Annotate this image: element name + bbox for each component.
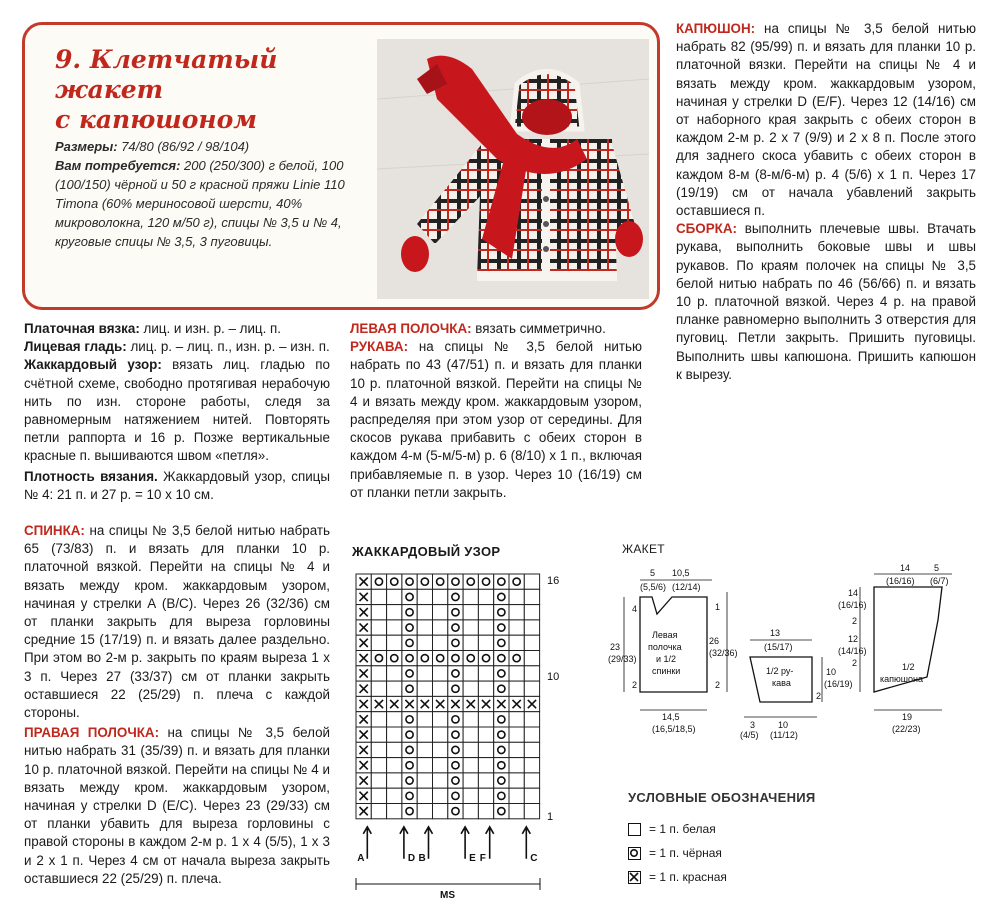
chart-cell xyxy=(371,804,386,819)
chart-cell xyxy=(524,773,539,788)
chart-cell xyxy=(402,574,417,589)
front-right-height-sub: (32/36) xyxy=(709,648,738,658)
sleeve-bottom-small: 2 xyxy=(816,691,822,701)
chart-cell xyxy=(387,635,402,650)
chart-cell xyxy=(494,804,509,819)
chart-cell xyxy=(402,605,417,620)
pattern-specs xyxy=(55,137,367,251)
chart-cell xyxy=(478,574,493,589)
chart-cell xyxy=(478,742,493,757)
chart-cell xyxy=(371,788,386,803)
chart-cell xyxy=(524,651,539,666)
chart-cell xyxy=(509,620,524,635)
left-front-instructions: ЛЕВАЯ ПОЛОЧКА: вязать симметрично. xyxy=(350,321,606,336)
chart-cell xyxy=(509,605,524,620)
front-right-small2: 2 xyxy=(715,680,721,690)
yarn-value: 200 (250/300) г белой, 100 (100/150) чёрной и 50 г красной пряжи Linie 110 Timona (60% мериносовой шерсти, 40% микроволокна, 120 м/50 г), спицы № 3,5 и № 4, круговые спицы № 3,5, 3 пуговицы. xyxy=(55,158,345,249)
chart-cell xyxy=(463,605,478,620)
chart-cell xyxy=(494,773,509,788)
chart-cell xyxy=(433,666,448,681)
chart-cell xyxy=(478,788,493,803)
chart-cell xyxy=(448,712,463,727)
hood-top-right: 5 xyxy=(934,563,940,573)
chart-cell xyxy=(417,666,432,681)
chart-cell xyxy=(509,773,524,788)
front-bottom-small: 2 xyxy=(632,680,638,690)
yarn-label: Вам потребуется: xyxy=(55,158,181,173)
sleeve-left-width: 3 xyxy=(750,720,756,730)
hood-side2: 12 xyxy=(848,634,859,644)
chart-cell xyxy=(463,727,478,742)
chart-cell xyxy=(417,620,432,635)
chart-cell xyxy=(371,727,386,742)
chart-cell xyxy=(463,666,478,681)
sleeve-right-width: 10 xyxy=(778,720,789,730)
chart-cell xyxy=(387,681,402,696)
row-label-16: 16 xyxy=(547,575,560,587)
chart-cell xyxy=(524,804,539,819)
chart-cell xyxy=(478,758,493,773)
chart-cell xyxy=(494,589,509,604)
chart-cell xyxy=(402,635,417,650)
chart-cell xyxy=(417,727,432,742)
chart-cell xyxy=(524,605,539,620)
chart-cell xyxy=(478,666,493,681)
chart-cell xyxy=(448,635,463,650)
chart-cell xyxy=(448,574,463,589)
chart-cell xyxy=(509,758,524,773)
chart-cell xyxy=(494,712,509,727)
front-label-4: спинки xyxy=(652,666,681,676)
chart-cell xyxy=(402,727,417,742)
chart-cell xyxy=(387,666,402,681)
chart-cell xyxy=(524,742,539,757)
chart-cell xyxy=(387,727,402,742)
arrow-label: A xyxy=(357,852,365,864)
chart-cell xyxy=(524,681,539,696)
chart-cell xyxy=(478,727,493,742)
chart-cell xyxy=(387,788,402,803)
chart-cell xyxy=(478,605,493,620)
pattern-arrow xyxy=(400,827,408,859)
sleeve-side-sub: (16/19) xyxy=(824,679,853,689)
legend-black: = 1 п. чёрная xyxy=(628,846,722,860)
chart-cell xyxy=(448,681,463,696)
assembly-instructions: СБОРКА: выполнить плечевые швы. Втачать рукава, выполнить боковые швы и швы рукавов. По краям полочек на спицы № 3,5 белой нитью набрать по 46 (56/66) п. и вязать 10 р. платочной вязкой. Через 4 р. на правой планке равномерно выполнить 3 отверстия для пуговиц. Петли закрыть. Пришить пуговицы. Выполнить швы капюшона. Пришить капюшон к вырезу. xyxy=(676,221,976,382)
chart-cell xyxy=(509,712,524,727)
front-right-small: 1 xyxy=(715,602,721,612)
chart-cell xyxy=(448,589,463,604)
chart-cell xyxy=(463,574,478,589)
hood-top-left-sub: (16/16) xyxy=(886,576,915,586)
chart-cell xyxy=(417,574,432,589)
front-left-small: 4 xyxy=(632,604,638,614)
hood-bottom-sub: (22/23) xyxy=(892,724,921,734)
chart-cell xyxy=(417,758,432,773)
arrow-label: D xyxy=(407,852,416,864)
chart-cell xyxy=(402,788,417,803)
chart-cell xyxy=(524,635,539,650)
sleeve-left-width-sub: (4/5) xyxy=(740,730,759,740)
chart-cell xyxy=(433,773,448,788)
chart-cell xyxy=(402,773,417,788)
chart-cell xyxy=(402,589,417,604)
hood-side3: 2 xyxy=(852,616,858,626)
chart-cell xyxy=(509,574,524,589)
chart-cell xyxy=(448,605,463,620)
chart-cell xyxy=(371,742,386,757)
chart-cell xyxy=(448,620,463,635)
hood-label-1: 1/2 xyxy=(902,662,915,672)
chart-cell xyxy=(463,742,478,757)
hood-instructions: КАПЮШОН: на спицы № 3,5 белой нитью набрать 82 (95/99) п. и вязать для планки 10 р. платочной вязки. Перейти на спицы № 4 и вязать между кром. жаккардовым узором, начиная у стрелки D (E/F). Через 12 (14/16) см от наборного края закрыть с обеих сторон в каждом 2-м р. 2 х 7 (9/9) и 2 х 8 п. После этого для заднего скоса убавить с обеих сторон в каждом 8-м (8-м/6-м) р. 4 (5/6) х 1 п. Через 17 (19/19) см от начала убавлений закрыть оставшиеся п. xyxy=(676,21,976,219)
chart-cell xyxy=(402,804,417,819)
chart-cell xyxy=(417,788,432,803)
chart-cell xyxy=(433,605,448,620)
chart-cell xyxy=(387,712,402,727)
chart-cell xyxy=(463,651,478,666)
chart-cell xyxy=(433,681,448,696)
chart-cell xyxy=(433,758,448,773)
column-3 xyxy=(676,20,976,384)
chart-cell xyxy=(463,620,478,635)
chart-cell xyxy=(494,727,509,742)
pattern-title: 9. Клетчатый жакет с капюшоном xyxy=(55,45,278,134)
technique-jacquard: Жаккардовый узор: вязать лиц. гладью по счётной схеме, свободно протягивая нерабочую нить по изн. стороне работы, следя за равномерным натяжением нитей. Повторять петли раппорта и 16 р. Позже вертикальные красные п. вышиваются швом «петля». xyxy=(24,357,331,464)
chart-cell xyxy=(371,666,386,681)
chart-cell xyxy=(463,788,478,803)
front-width-sub: (16,5/18,5) xyxy=(652,724,696,734)
chart-cell xyxy=(448,666,463,681)
chart-cell xyxy=(371,620,386,635)
chart-cell xyxy=(417,605,432,620)
pattern-arrow xyxy=(461,827,469,859)
pattern-arrow xyxy=(522,827,530,859)
hood-side4: 2 xyxy=(852,658,858,668)
chart-cell xyxy=(433,712,448,727)
front-label-2: полочка xyxy=(648,642,682,652)
chart-cell xyxy=(463,758,478,773)
chart-cell xyxy=(417,635,432,650)
front-label-3: и 1/2 xyxy=(656,654,677,664)
legend-red: = 1 п. красная xyxy=(628,870,727,884)
front-left-height-sub: (29/33) xyxy=(608,654,637,664)
chart-cell xyxy=(494,574,509,589)
chart-cell xyxy=(509,788,524,803)
chart-cell xyxy=(463,589,478,604)
chart-cell xyxy=(478,681,493,696)
chart-cell xyxy=(433,651,448,666)
chart-cell xyxy=(478,712,493,727)
sleeve-top-sub: (15/17) xyxy=(764,642,793,652)
hood-top-left: 14 xyxy=(900,563,911,573)
chart-cell xyxy=(524,712,539,727)
red-stitch-icon xyxy=(628,871,641,884)
jacquard-chart xyxy=(340,566,580,906)
front-left-height: 23 xyxy=(610,642,621,652)
chart-cell xyxy=(387,605,402,620)
chart-cell xyxy=(448,727,463,742)
chart-cell xyxy=(463,712,478,727)
chart-cell xyxy=(433,742,448,757)
front-width: 14,5 xyxy=(662,712,680,722)
chart-cell xyxy=(463,635,478,650)
chart-cell xyxy=(371,589,386,604)
chart-cell xyxy=(371,605,386,620)
hood-side2-sub: (14/16) xyxy=(838,646,867,656)
chart-cell xyxy=(371,712,386,727)
chart-cell xyxy=(494,620,509,635)
chart-cell xyxy=(478,804,493,819)
chart-cell xyxy=(509,804,524,819)
chart-cell xyxy=(524,758,539,773)
chart-cell xyxy=(478,773,493,788)
legend-title: УСЛОВНЫЕ ОБОЗНАЧЕНИЯ xyxy=(628,790,816,805)
chart-cell xyxy=(417,681,432,696)
hood-side1-sub: (16/16) xyxy=(838,600,867,610)
front-top-right-sub: (12/14) xyxy=(672,582,701,592)
column-1 xyxy=(24,320,330,888)
chart-cell xyxy=(448,742,463,757)
chart-cell xyxy=(524,589,539,604)
chart-cell xyxy=(448,773,463,788)
chart-cell xyxy=(448,788,463,803)
chart-cell xyxy=(509,651,524,666)
chart-cell xyxy=(524,727,539,742)
chart-cell xyxy=(494,788,509,803)
hood-top-right-sub: (6/7) xyxy=(930,576,949,586)
hood-side1: 14 xyxy=(848,588,859,598)
sleeves-instructions: РУКАВА: на спицы № 3,5 белой нитью набрать по 43 (47/51) п. и вязать для планки 10 р. платочной вязкой. Перейти на спицы № 4 и вязать между кром. жаккардовым узором, распределяя при этом узор от середины. Для скосов рукава прибавить с обеих сторон в каждом 4-м (5-м/5-м) р. 6 (8/10) х 1 п., включая прибавляемые п. в узор. Через 10 (16/19) см от планки петли закрыть. xyxy=(350,339,642,500)
hood-label-2: капюшона xyxy=(880,674,923,684)
sleeve-side: 10 xyxy=(826,667,837,677)
chart-cell xyxy=(509,742,524,757)
title-card xyxy=(22,22,660,310)
chart-cell xyxy=(433,788,448,803)
chart-cell xyxy=(417,589,432,604)
jacket-illustration xyxy=(377,39,649,299)
chart-cell xyxy=(494,681,509,696)
chart-cell xyxy=(524,620,539,635)
chart-title: ЖАККАРДОВЫЙ УЗОР xyxy=(352,544,501,559)
chart-cell xyxy=(371,681,386,696)
chart-cell xyxy=(463,804,478,819)
jacket-diagrams xyxy=(608,562,968,742)
chart-cell xyxy=(433,574,448,589)
chart-cell xyxy=(417,742,432,757)
chart-cell xyxy=(433,620,448,635)
front-top-left-sub: (5,5/6) xyxy=(640,582,667,592)
chart-cell xyxy=(387,773,402,788)
chart-cell xyxy=(433,727,448,742)
diagrams-title: ЖАКЕТ xyxy=(622,542,665,556)
chart-cell xyxy=(478,651,493,666)
jacket-photo xyxy=(377,39,649,299)
sleeve-label-2: кава xyxy=(772,678,791,688)
chart-cell xyxy=(387,804,402,819)
arrow-label: E xyxy=(469,852,476,864)
chart-cell xyxy=(509,681,524,696)
chart-cell xyxy=(417,804,432,819)
row-label-1: 1 xyxy=(547,811,554,823)
chart-cell xyxy=(509,666,524,681)
chart-cell xyxy=(402,620,417,635)
chart-cell xyxy=(433,804,448,819)
chart-cell xyxy=(448,651,463,666)
chart-cell xyxy=(417,773,432,788)
repeat-label: MS xyxy=(440,890,455,901)
technique-garter: Платочная вязка: лиц. и изн. р. – лиц. п. xyxy=(24,321,282,336)
front-top-right: 10,5 xyxy=(672,568,690,578)
chart-cell xyxy=(402,681,417,696)
white-stitch-icon xyxy=(628,823,641,836)
right-front-instructions: ПРАВАЯ ПОЛОЧКА: на спицы № 3,5 белой нитью набрать 31 (35/39) п. и вязать для планки 10 р. платочной вязкой. Перейти на спицы № 4 и вязать между кром. жаккардовым узором, начиная у стрелки D (E/C). Через 23 (29/33) см от планки убавить для выреза горловины с правой стороны в каждом 2-м р. 1 х 4 (5/5), 1 х 3 и 2 х 1 п. Через 4 см от начала выреза закрыть оставшиеся 22 (25/29) п. плеча. xyxy=(24,725,330,886)
gauge: Плотность вязания. Жаккардовый узор, спицы № 4: 21 п. и 27 р. = 10 х 10 см. xyxy=(24,468,330,502)
chart-cell xyxy=(371,635,386,650)
sizes-value: 74/80 (86/92 / 98/104) xyxy=(117,139,250,154)
sleeve-right-width-sub: (11/12) xyxy=(770,730,798,740)
black-stitch-icon xyxy=(628,847,641,860)
chart-cell xyxy=(387,742,402,757)
chart-cell xyxy=(463,773,478,788)
chart-cell xyxy=(387,651,402,666)
chart-cell xyxy=(494,758,509,773)
sleeve-top: 13 xyxy=(770,628,781,638)
front-right-height: 26 xyxy=(709,636,720,646)
chart-cell xyxy=(417,651,432,666)
sizes-label: Размеры: xyxy=(55,139,118,154)
chart-cell xyxy=(433,589,448,604)
chart-cell xyxy=(387,758,402,773)
sleeve-label-1: 1/2 ру- xyxy=(766,666,794,676)
chart-cell xyxy=(494,605,509,620)
arrow-label: F xyxy=(479,852,486,864)
front-label-1: Левая xyxy=(652,630,678,640)
chart-cell xyxy=(509,589,524,604)
arrow-label: C xyxy=(530,852,538,864)
chart-cell xyxy=(387,574,402,589)
chart-cell xyxy=(402,651,417,666)
pattern-arrow xyxy=(486,827,494,859)
chart-cell xyxy=(402,758,417,773)
chart-cell xyxy=(387,589,402,604)
chart-cell xyxy=(448,804,463,819)
chart-cell xyxy=(448,758,463,773)
chart-cell xyxy=(371,574,386,589)
chart-cell xyxy=(524,666,539,681)
chart-cell xyxy=(402,712,417,727)
column-2 xyxy=(350,320,642,502)
chart-cell xyxy=(371,651,386,666)
chart-cell xyxy=(524,574,539,589)
chart-cell xyxy=(387,620,402,635)
chart-cell xyxy=(371,758,386,773)
technique-stockinette: Лицевая гладь: лиц. р. – лиц. п., изн. р. – изн. п. xyxy=(24,339,330,355)
chart-cell xyxy=(402,742,417,757)
chart-cell xyxy=(509,727,524,742)
chart-cell xyxy=(402,666,417,681)
legend-white: = 1 п. белая xyxy=(628,822,716,836)
hood-bottom: 19 xyxy=(902,712,913,722)
back-instructions: СПИНКА: на спицы № 3,5 белой нитью набрать 65 (73/83) п. и вязать для планки 10 р. платочной вязкой. Перейти на спицы № 4 и вязать между кром. жаккардовым узором, начиная у стрелки А (В/С). Через 26 (32/36) см от планки закрыть для выреза горловины средние 15 (17/19) п. и вязать далее раздельно. При этом во 2-м р. закрыть по краям выреза 1 х 3 п. Через 27 (33/37) см от планки закрыть оставшиеся 22 (25/29) п. плеча с каждой стороны. xyxy=(24,523,330,721)
chart-cell xyxy=(463,681,478,696)
chart-cell xyxy=(494,635,509,650)
row-label-10: 10 xyxy=(547,671,560,683)
arrow-label: B xyxy=(418,852,426,864)
chart-cell xyxy=(433,635,448,650)
chart-cell xyxy=(417,712,432,727)
chart-cell xyxy=(494,742,509,757)
chart-cell xyxy=(494,666,509,681)
chart-cell xyxy=(478,589,493,604)
chart-cell xyxy=(478,620,493,635)
chart-cell xyxy=(509,635,524,650)
chart-cell xyxy=(478,635,493,650)
front-top-left: 5 xyxy=(650,568,656,578)
chart-cell xyxy=(524,788,539,803)
chart-cell xyxy=(371,773,386,788)
chart-cell xyxy=(494,651,509,666)
